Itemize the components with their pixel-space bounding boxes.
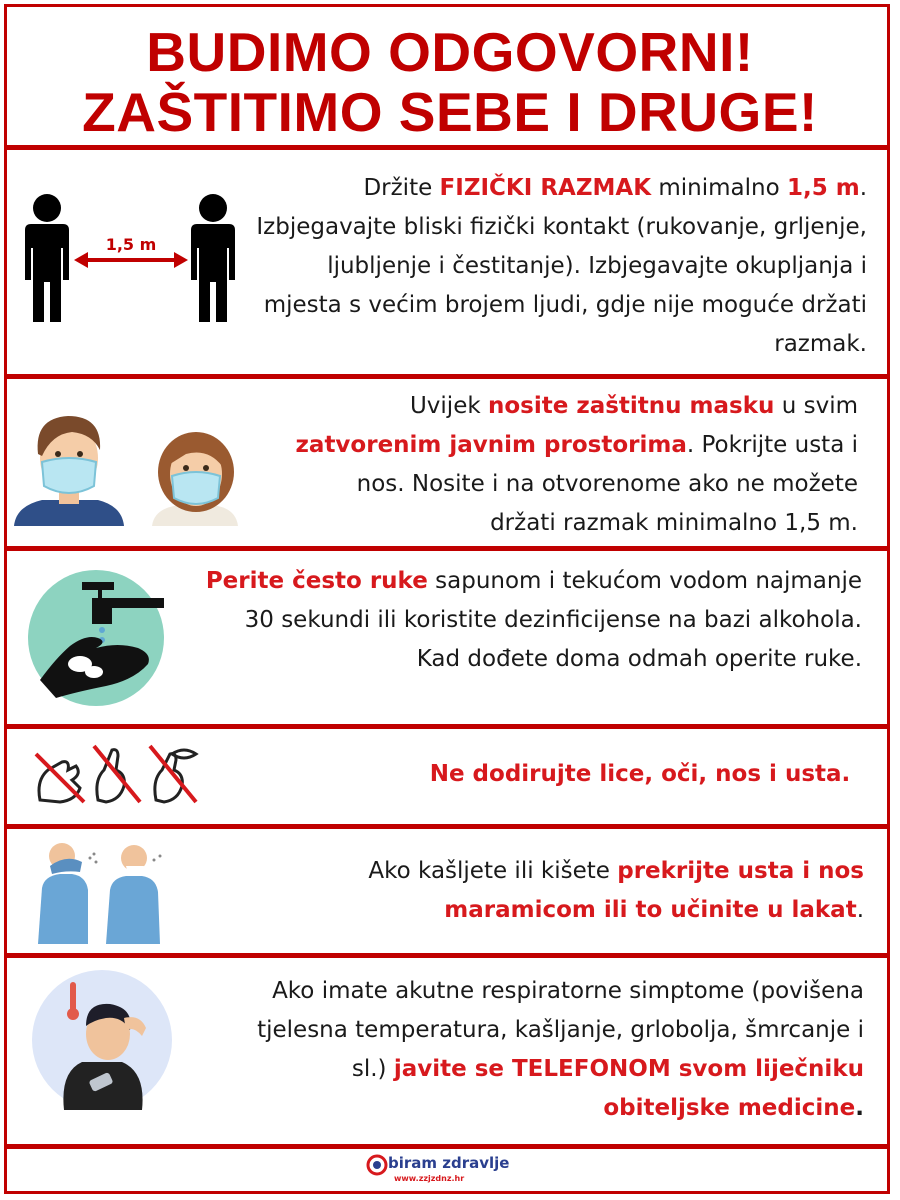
distance-text: Držite FIZIČKI RAZMAK minimalno 1,5 m. Izbjegavajte bliski fizički kontakt (rukovanje, grljenje, ljubljenje i čestitanje). Izbjegavajte okupljanja i mjesta s većim brojem ljudi, gdje nije moguće držati razmak. [256,175,867,357]
hands-text: Perite često ruke sapunom i tekućom vodom najmanje 30 sekundi ili koristite dezinficijense na bazi alkohola. Kad dođete doma odmah operite ruke. [205,568,862,672]
mask-text: Uvijek nosite zaštitnu masku u svim zatvorenim javnim prostorima. Pokrijte usta i nos. Nosite i na otvorenome ako ne možete držati razmak minimalno 1,5 m. [295,393,858,536]
sick-person-phone-icon [30,968,174,1112]
section-divider [4,824,890,829]
footer-brand: biram zdravlje [388,1154,510,1172]
section-divider [4,1144,890,1149]
mask-highlight: nosite zaštitnu masku [487,393,775,419]
hands-highlight: Perite često ruke [205,568,428,594]
section-divider [4,145,890,150]
cough-highlight: prekrijte usta i nos maramicom ili to učinite u lakat [444,858,864,923]
hand-washing-icon [26,568,166,708]
distance-value: 1,5 m [786,175,860,201]
two-people-distance-icon [18,190,246,330]
section-divider [4,724,890,729]
section-divider [4,546,890,551]
section-divider [4,374,890,379]
footer-logo [366,1154,566,1190]
face-highlight: Ne dodirujte lice, oči, nos i usta [429,761,842,787]
cover-cough-icon [30,836,170,946]
face-text: Ne dodirujte lice, oči, nos i usta. [429,761,851,787]
no-touching-face-icon [32,740,202,810]
people-wearing-masks-icon [12,410,242,530]
cough-text: Ako kašljete ili kišete prekrijte usta i nos maramicom ili to učinite u lakat. [368,858,864,923]
distance-highlight: FIZIČKI RAZMAK [439,175,652,201]
distance-label: 1,5 m [105,235,157,254]
title-line-1: BUDIMO ODGOVORNI! [146,21,754,83]
symptoms-highlight: javite se TELEFONOM svom liječniku obiteljske medicine [393,1056,864,1121]
title-line-2: ZAŠTITIMO SEBE I DRUGE! [82,81,818,143]
biram-zdravlje-logo-icon [366,1154,388,1176]
footer-url: www.zzjzdnz.hr [394,1174,465,1183]
mask-places-highlight: zatvorenim javnim prostorima [295,432,687,458]
section-divider [4,953,890,958]
poster-title [0,22,900,142]
symptoms-text: Ako imate akutne respiratorne simptome (povišena tjelesna temperatura, kašljanje, grlobolja, šmrcanje i sl.) javite se TELEFONOM svom liječniku obiteljske medicine. [257,978,864,1121]
